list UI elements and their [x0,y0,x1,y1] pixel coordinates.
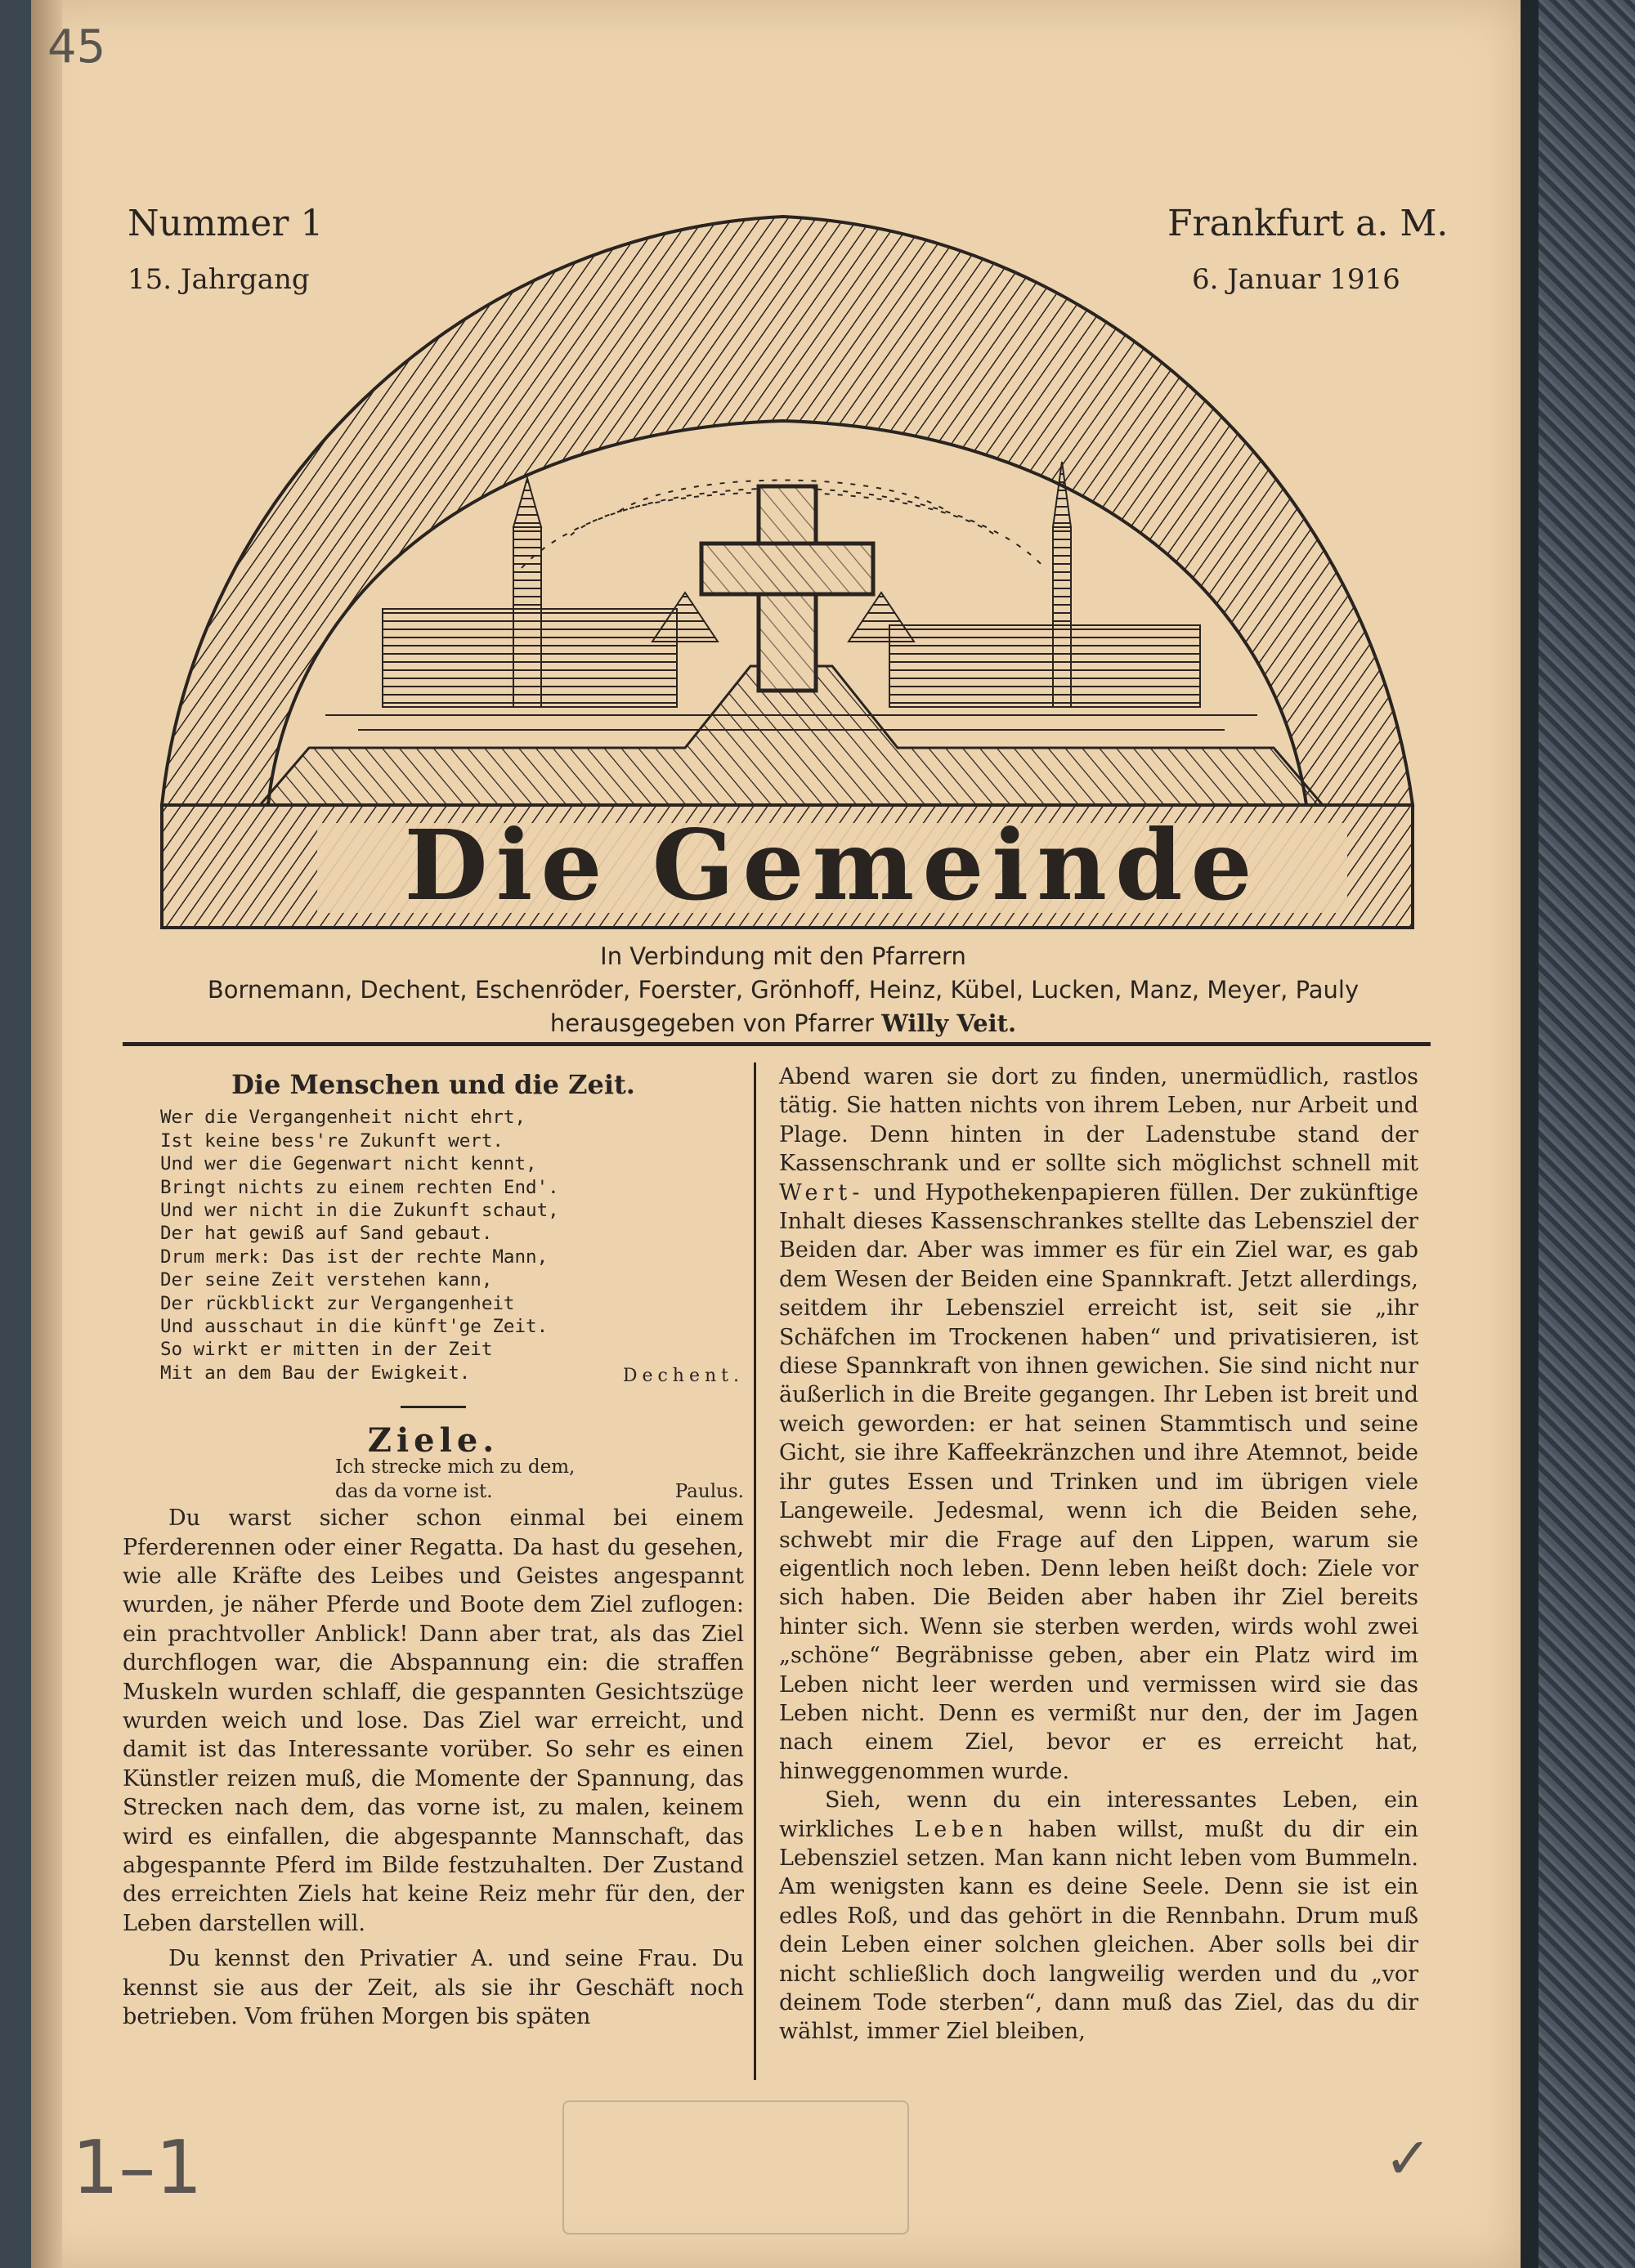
motto-author: Paulus. [674,1481,744,1503]
newspaper-title: Die Gemeinde [404,808,1261,922]
masthead-illustration [113,184,1454,936]
city: Frankfurt a. M. [1167,203,1449,244]
column-divider [754,1062,756,2080]
poem-line: Der hat gewiß auf Sand gebaut. [160,1223,493,1245]
section-divider [401,1406,466,1408]
motto [335,1455,744,1504]
poem-line: Drum merk: Das ist der rechte Mann, [160,1246,549,1268]
header-divider [123,1042,1431,1046]
column-left [123,1062,744,2031]
poem-line: Wer die Vergangenheit nicht ehrt, [160,1107,526,1129]
article-paragraph: Du kennst den Privatier A. und seine Frau. Du kennst sie aus der Zeit, als sie ihr Geschäft noch betrieben. Vom frühen Morgen bis späten [123,1946,744,2029]
paragraph-text: Abend waren sie dort zu finden, unermüdlich, rastlos tätig. Sie hatten nichts von ihrem Leben, nur Arbeit und Plage. Denn hinten in der Ladenstube stand der Kassenschrank und er sollte sich möglichst schnell mit [779,1064,1418,1177]
credits-prefix: herausgegeben von Pfarrer [549,1009,875,1037]
poem-line: Und ausschaut in die künft'ge Zeit. [160,1316,549,1338]
credits-line-1: In Verbindung mit den Pfarrern [600,942,966,970]
spaced-word: Wert- [779,1179,865,1206]
paragraph-text: und Hypothekenpapieren füllen. Der zukünftige Inhalt dieses Kassenschrankes stellte das Lebensziel der Beiden dar. Aber was immer es für ein Ziel war, es gab dem Wesen der Beiden eine Spannkraft. Jetzt allerdings, seitdem ihr Lebensziel erreicht ist, seit sie „ihr Schäfchen im Trockenen haben“ und privatisieren, ist diese Spannkraft von ihnen gewichen. Sie sind nicht nur äußerlich in die Breite gegangen. Ihr Leben ist breit und weich geworden: er hat seinen Stammtisch und seine Gicht, sie ihre Kaffeekränzchen und ihre Atemnot, beide ihr gutes Essen und Trinken und im übrigen viele Langeweile. Jedesmal, wenn ich die Beiden sehe, schwebt mir die Frage auf den Lippen, warum sie eigentlich noch leben. Denn leben heißt doch: Ziele vor sich haben. Die Beiden aber haben ihr Ziel bereits hinter sich. Wenn sie sterben werden, wirds wohl zwei „schöne“ Begräbnisse geben, aber ein Platz wird im Leben nicht leer werden und vermissen wird sie das Leben nicht. Denn es vermißt nur den, der im Jagen nach einem Ziel, bevor er es erreicht hat, hinweggenommen wurde. [779,1179,1418,1784]
article-title: Ziele. [367,1420,499,1460]
poem-line: Bringt nichts zu einem rechten End'. [160,1176,559,1198]
poem-line: Ist keine bess're Zukunft wert. [160,1130,504,1152]
book-binding [1535,0,1635,2268]
column-right [779,1062,1418,2047]
spaced-word: Leben [914,1816,1008,1842]
pencil-note-top: 45 [47,20,106,74]
poem-line: Der rückblickt zur Vergangenheit [160,1292,515,1314]
issue-date: 6. Januar 1916 [1192,263,1400,296]
motto-line-2-row [335,1479,744,1504]
poem-author: Dechent. [622,1366,744,1387]
newspaper-page [31,0,1521,2268]
poem-title: Die Menschen und die Zeit. [231,1069,635,1100]
editor-name: Willy Veit. [881,1009,1017,1037]
credits-line-3 [113,1007,1454,1040]
poem-line: So wirkt er mitten in der Zeit [160,1339,493,1361]
paragraph-text: Sieh, wenn du ein interessantes Leben, ein wirkliches [779,1787,1418,1842]
pencil-check-mark: ✓ [1384,2125,1432,2192]
article-paragraph [779,1786,1418,2047]
poem-line: Und wer nicht in die Zukunft schaut, [160,1200,559,1222]
article-paragraph [779,1062,1418,1786]
issue-number: Nummer 1 [128,203,324,244]
credits-line-2: Bornemann, Dechent, Eschenröder, Foerster, Grönhoff, Heinz, Kübel, Lucken, Manz, Meyer, Pauly [207,976,1360,1004]
paragraph-text: haben willst, mußt du dir ein Lebensziel setzen. Man kann nicht leben vom Bummeln. Am wenigsten kann es deine Seele. Denn sie ist ein edles Roß, und das gehört in die Rennbahn. Drum muß dein Leben einer solchen gleichen. Aber solls bei dir nicht schließlich doch langweilig werden und du „vor deinem Tode sterben“, dann muß das Ziel, das du dir wählst, immer Ziel bleiben, [779,1816,1418,2045]
poem-line: Der seine Zeit verstehen kann, [160,1269,493,1291]
volume-year: 15. Jahrgang [128,263,310,296]
poem-line: Mit an dem Bau der Ewigkeit. [160,1362,471,1384]
pencil-note-bottom-left: 1–1 [72,2125,203,2211]
motto-line-1: Ich strecke mich zu dem, [335,1456,576,1478]
poem-body [160,1106,744,1385]
library-stamp [562,2100,909,2234]
page-edge-shadow [31,0,62,2268]
poem-line: Und wer die Gegenwart nicht kennt, [160,1153,537,1175]
article-paragraph: Du warst sicher schon einmal bei einem Pferderennen oder einer Regatta. Da hast du gesehen, wie alle Kräfte des Leibes und Geistes angespannt wurden, je näher Pferde und Boote dem Ziel zuflogen: ein prachtvoller Anblick! Dann aber trat, als das Ziel durchflogen war, die Abspannung ein: die straffen Muskeln wurden schlaff, die gespannten Gesichtszüge wurden weich und lose. Das Ziel war erreicht, und damit ist das Interessante vorüber. So sehr es einen Künstler reizen muß, die Momente der Spannung, das Strecken nach dem, das vorne ist, zu malen, keinem wird es einfallen, die abgespannte Mannschaft, das abgespannte Pferd im Bilde festzuhalten. Der Zustand des erreichten Ziels hat keine Reiz mehr für den, der Leben darstellen will. [123,1505,744,1936]
credits-block [113,940,1454,1040]
motto-line-2: das da vorne ist. [335,1481,493,1503]
